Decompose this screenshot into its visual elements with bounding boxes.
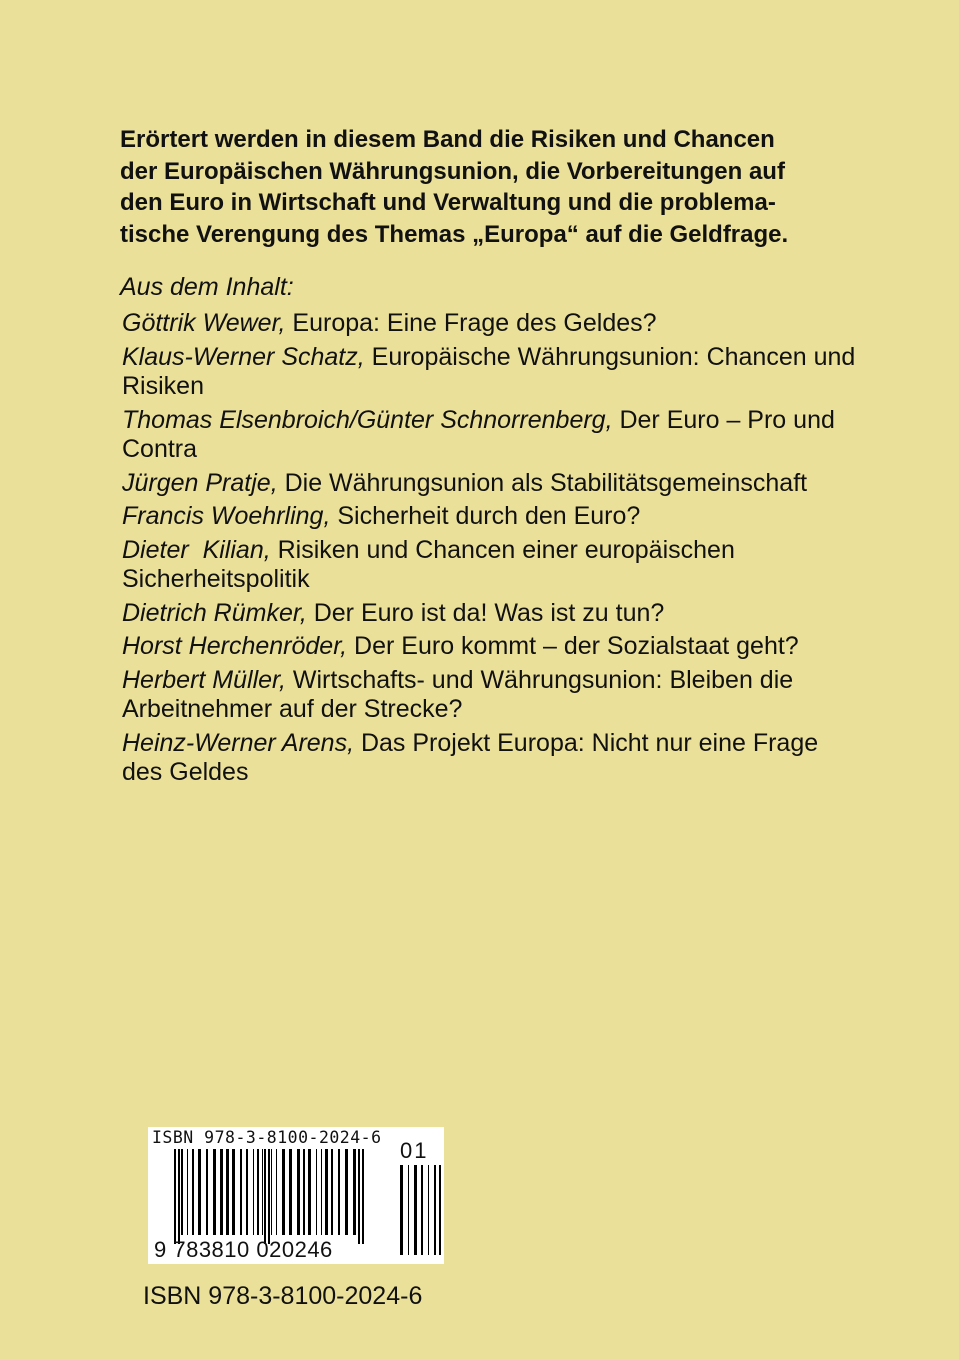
toc-author: Heinz-Werner Arens, — [122, 728, 355, 757]
barcode-bar — [268, 1149, 270, 1244]
toc-title: Wirtschafts- und Währungsunion: Bleiben die Arbeitnehmer auf der Strecke? — [122, 665, 794, 723]
barcode-bar — [439, 1165, 441, 1255]
barcode-bar — [428, 1165, 429, 1255]
toc-title: Europäische Währungsunion: Chancen und Risiken — [122, 342, 856, 400]
barcode-bar — [421, 1165, 423, 1255]
barcode-bar — [282, 1149, 285, 1235]
toc-author: Francis Woehrling, — [122, 502, 331, 530]
contents-heading: Aus dem Inhalt: — [120, 273, 294, 301]
toc-title: Die Währungsunion als Stabilitätsgemeinschaft — [277, 468, 808, 497]
barcode-bar — [297, 1149, 300, 1235]
toc-entry — [122, 502, 862, 532]
toc-entry — [122, 469, 862, 499]
intro-paragraph: Erörtert werden in diesem Band die Risiken und Chancen der Europäischen Währungsunion, die Vorbereitungen auf den Euro in Wirtschaft und Verwaltung und die problema- tische Verengung des Themas „Europa“ auf die Geldfrage. — [120, 126, 789, 248]
toc-entry — [122, 729, 862, 788]
barcode-bar — [246, 1149, 248, 1235]
barcode-bar — [289, 1149, 292, 1235]
barcode-bar — [206, 1149, 208, 1235]
toc-title: Risiken und Chancen einer europäischen Sicherheitspolitik — [122, 535, 735, 593]
barcode-bar — [240, 1149, 242, 1235]
barcode-bar — [253, 1149, 254, 1235]
barcode-bar — [213, 1149, 216, 1235]
barcode-bar — [308, 1149, 311, 1235]
barcode-bar — [434, 1165, 436, 1255]
barcode-bar — [181, 1149, 183, 1235]
toc-author: Horst Herchenröder, — [122, 632, 348, 660]
toc-entry — [122, 632, 862, 662]
toc-entry — [122, 309, 862, 339]
toc-title: Europa: Eine Frage des Geldes? — [285, 309, 657, 337]
barcode-bar — [174, 1149, 176, 1244]
barcode-bar — [198, 1149, 201, 1235]
toc-title: Der Euro – Pro und Contra — [122, 405, 835, 463]
toc-title: Der Euro kommt – der Sozialstaat geht? — [347, 632, 799, 660]
barcode-bar — [316, 1149, 317, 1235]
barcode-bar — [362, 1149, 364, 1244]
toc-author: Thomas Elsenbroich/Günter Schnorrenberg, — [122, 405, 613, 434]
toc-title: Das Projekt Europa: Nicht nur eine Frage des Geldes — [122, 728, 819, 786]
barcode-bar — [220, 1149, 223, 1235]
barcode-bar — [271, 1149, 272, 1235]
toc-title: Sicherheit durch den Euro? — [330, 502, 641, 530]
barcode-bar — [414, 1165, 417, 1255]
barcode-bar — [400, 1165, 403, 1255]
toc-author: Klaus-Werner Schatz, — [122, 342, 365, 371]
toc-entry — [122, 536, 862, 595]
toc-author: Göttrik Wewer, — [122, 309, 286, 337]
toc-entry — [122, 406, 862, 465]
toc-entry — [122, 599, 862, 629]
barcode-isbn-text: ISBN 978-3-8100-2024-6 — [152, 1128, 382, 1147]
toc-author: Dieter Kilian, — [122, 535, 271, 564]
barcode-bar — [338, 1149, 340, 1235]
barcode-bar — [178, 1149, 180, 1244]
barcode-bar — [358, 1149, 360, 1244]
barcode-addon-digits: 01 — [400, 1138, 429, 1163]
toc-entry — [122, 666, 862, 725]
barcode-bar — [257, 1149, 259, 1235]
barcode-bar — [232, 1149, 235, 1235]
toc-entry — [122, 343, 862, 402]
barcode-bar — [345, 1149, 348, 1235]
toc-author: Jürgen Pratje, — [122, 468, 278, 497]
table-of-contents — [122, 309, 862, 792]
barcode-bar — [303, 1149, 305, 1235]
barcode-bar — [408, 1165, 409, 1255]
toc-author: Dietrich Rümker, — [122, 598, 307, 627]
barcode-bar — [321, 1149, 322, 1235]
barcode-bar — [264, 1149, 266, 1244]
barcode-bar — [226, 1149, 229, 1235]
isbn-number: ISBN 978-3-8100-2024-6 — [143, 1282, 423, 1310]
toc-author: Herbert Müller, — [122, 665, 286, 694]
barcode-bar — [192, 1149, 194, 1235]
barcode-bar — [276, 1149, 277, 1235]
toc-title: Der Euro ist da! Was ist zu tun? — [306, 598, 665, 627]
barcode-bar — [331, 1149, 333, 1235]
barcode-bar — [187, 1149, 188, 1235]
barcode-bar — [353, 1149, 356, 1235]
barcode-digits: 9 783810 020246 — [154, 1237, 333, 1262]
barcode-bar — [262, 1149, 263, 1235]
barcode-bar — [325, 1149, 328, 1235]
isbn-barcode — [148, 1127, 444, 1264]
